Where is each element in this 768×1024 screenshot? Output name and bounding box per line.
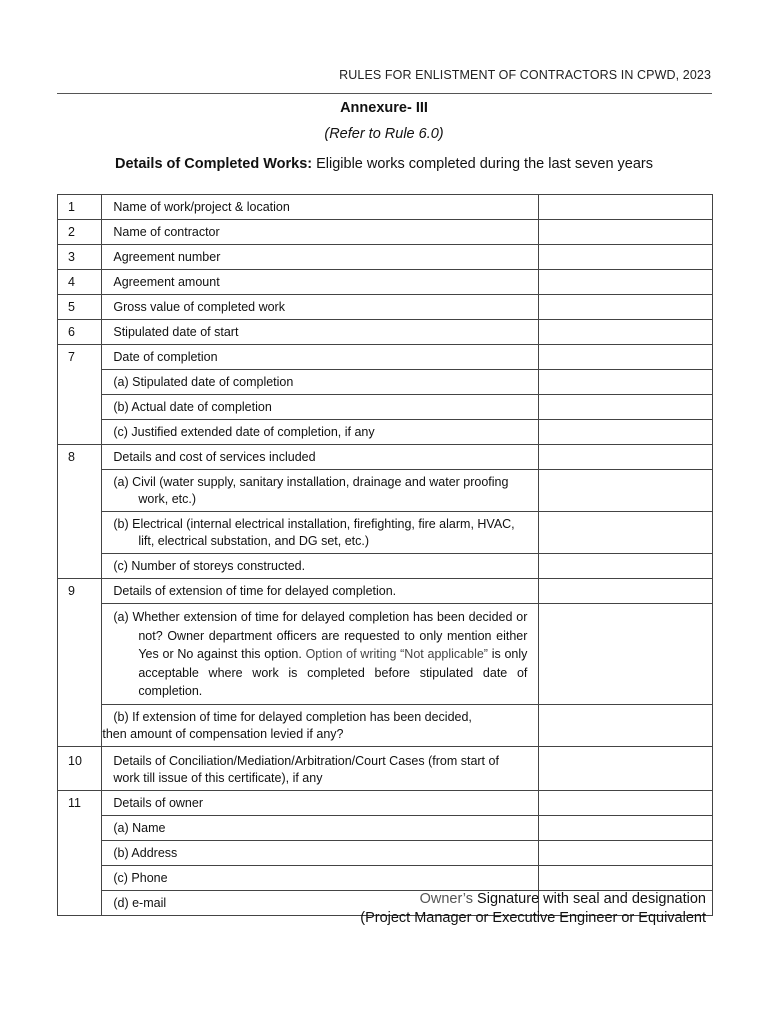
form-heading: [0, 156, 768, 172]
subrow-label: [102, 604, 539, 705]
table-subrow: [58, 604, 713, 705]
value-cell[interactable]: [539, 604, 713, 705]
table-row: [58, 746, 713, 790]
running-header: RULES FOR ENLISTMENT OF CONTRACTORS IN CPWD, 2023: [339, 68, 711, 82]
table-row: [58, 270, 713, 295]
form-heading-text: Eligible works completed during the last seven years: [312, 156, 654, 172]
value-cell[interactable]: [539, 345, 713, 370]
value-cell[interactable]: [539, 790, 713, 815]
table-subrow: [58, 840, 713, 865]
value-cell[interactable]: [539, 270, 713, 295]
row-number: 4: [58, 270, 102, 295]
row-label: Details of owner: [102, 790, 539, 815]
table-subrow: [58, 512, 713, 554]
table-subrow: [58, 865, 713, 890]
subrow-label: (a) Civil (water supply, sanitary installation, drainage and water proofing work, etc.): [102, 470, 539, 512]
row-number: 10: [58, 746, 102, 790]
table-subrow: [58, 704, 713, 746]
table-subrow: [58, 554, 713, 579]
value-cell[interactable]: [539, 220, 713, 245]
subrow-label: (c) Justified extended date of completion, if any: [102, 420, 539, 445]
value-cell[interactable]: [539, 370, 713, 395]
value-cell[interactable]: [539, 579, 713, 604]
row-number: 7: [58, 345, 102, 445]
annexure-title: Annexure- III: [340, 100, 428, 116]
row-number: 1: [58, 195, 102, 220]
row-number: 9: [58, 579, 102, 747]
table-row: [58, 579, 713, 604]
row-label: Date of completion: [102, 345, 539, 370]
value-cell[interactable]: [539, 815, 713, 840]
signature-designation: (Project Manager or Executive Engineer or Equivalent: [360, 910, 706, 926]
subrow-label: (b) Actual date of completion: [102, 395, 539, 420]
value-cell[interactable]: [539, 420, 713, 445]
table-row: [58, 245, 713, 270]
subrow-text: is only acceptable where work is completed before stipulated date of completion.: [138, 647, 528, 698]
value-cell[interactable]: [539, 865, 713, 890]
row-label: Details of Conciliation/Mediation/Arbitration/Court Cases (from start of work till issue of this certificate), if any: [102, 746, 539, 790]
row-label: Stipulated date of start: [102, 320, 539, 345]
table-row: [58, 195, 713, 220]
value-cell[interactable]: [539, 445, 713, 470]
subrow-label: (b) Electrical (internal electrical installation, firefighting, fire alarm, HVAC, lift, electrical substation, and DG set, etc.): [102, 512, 539, 554]
subrow-note: Option of writing “Not applicable”: [305, 647, 488, 661]
table-subrow: [58, 370, 713, 395]
value-cell[interactable]: [539, 554, 713, 579]
value-cell[interactable]: [539, 295, 713, 320]
subrow-label: [102, 704, 539, 746]
signature-text: Signature with seal and designation: [473, 891, 706, 907]
subrow-line: then amount of compensation levied if any?: [102, 726, 344, 741]
subrow-label: (c) Phone: [102, 865, 539, 890]
signature-owner: Owner’s: [419, 891, 474, 907]
completed-works-table: [57, 194, 713, 916]
subrow-text: (a) Whether extension of time for delayed completion has been decided or not? Owner department officers are requested to only mention either Yes or No against this option.: [113, 610, 528, 661]
row-label: Agreement number: [102, 245, 539, 270]
subrow-label: (c) Number of storeys constructed.: [102, 554, 539, 579]
row-label: Name of contractor: [102, 220, 539, 245]
value-cell[interactable]: [539, 840, 713, 865]
subrow-label: (a) Name: [102, 815, 539, 840]
row-label: Details and cost of services included: [102, 445, 539, 470]
table-subrow: [58, 420, 713, 445]
table-subrow: [58, 815, 713, 840]
signature-line: [420, 891, 706, 907]
table-row: [58, 220, 713, 245]
subrow-line: (b) If extension of time for delayed completion has been decided,: [113, 709, 472, 724]
table-row: [58, 295, 713, 320]
subrow-label: (b) Address: [102, 840, 539, 865]
row-number: 3: [58, 245, 102, 270]
subrow-label: (d) e-mail: [102, 890, 539, 915]
value-cell[interactable]: [539, 245, 713, 270]
value-cell[interactable]: [539, 470, 713, 512]
row-number: 5: [58, 295, 102, 320]
value-cell[interactable]: [539, 746, 713, 790]
row-label: Gross value of completed work: [102, 295, 539, 320]
value-cell[interactable]: [539, 320, 713, 345]
header-rule: [57, 93, 712, 94]
value-cell[interactable]: [539, 395, 713, 420]
form-heading-bold: Details of Completed Works:: [114, 156, 313, 172]
value-cell[interactable]: [539, 512, 713, 554]
row-number: 8: [58, 445, 102, 579]
table-row: [58, 790, 713, 815]
value-cell[interactable]: [539, 704, 713, 746]
table-subrow: [58, 470, 713, 512]
table-row: [58, 445, 713, 470]
row-number: 6: [58, 320, 102, 345]
table-subrow: [58, 395, 713, 420]
value-cell[interactable]: [539, 195, 713, 220]
subrow-label: (a) Stipulated date of completion: [102, 370, 539, 395]
row-label: Name of work/project & location: [102, 195, 539, 220]
table-row: [58, 320, 713, 345]
row-label: Details of extension of time for delayed completion.: [102, 579, 539, 604]
rule-reference: (Refer to Rule 6.0): [324, 126, 444, 142]
table-row: [58, 345, 713, 370]
row-number: 11: [58, 790, 102, 915]
row-label: Agreement amount: [102, 270, 539, 295]
row-number: 2: [58, 220, 102, 245]
